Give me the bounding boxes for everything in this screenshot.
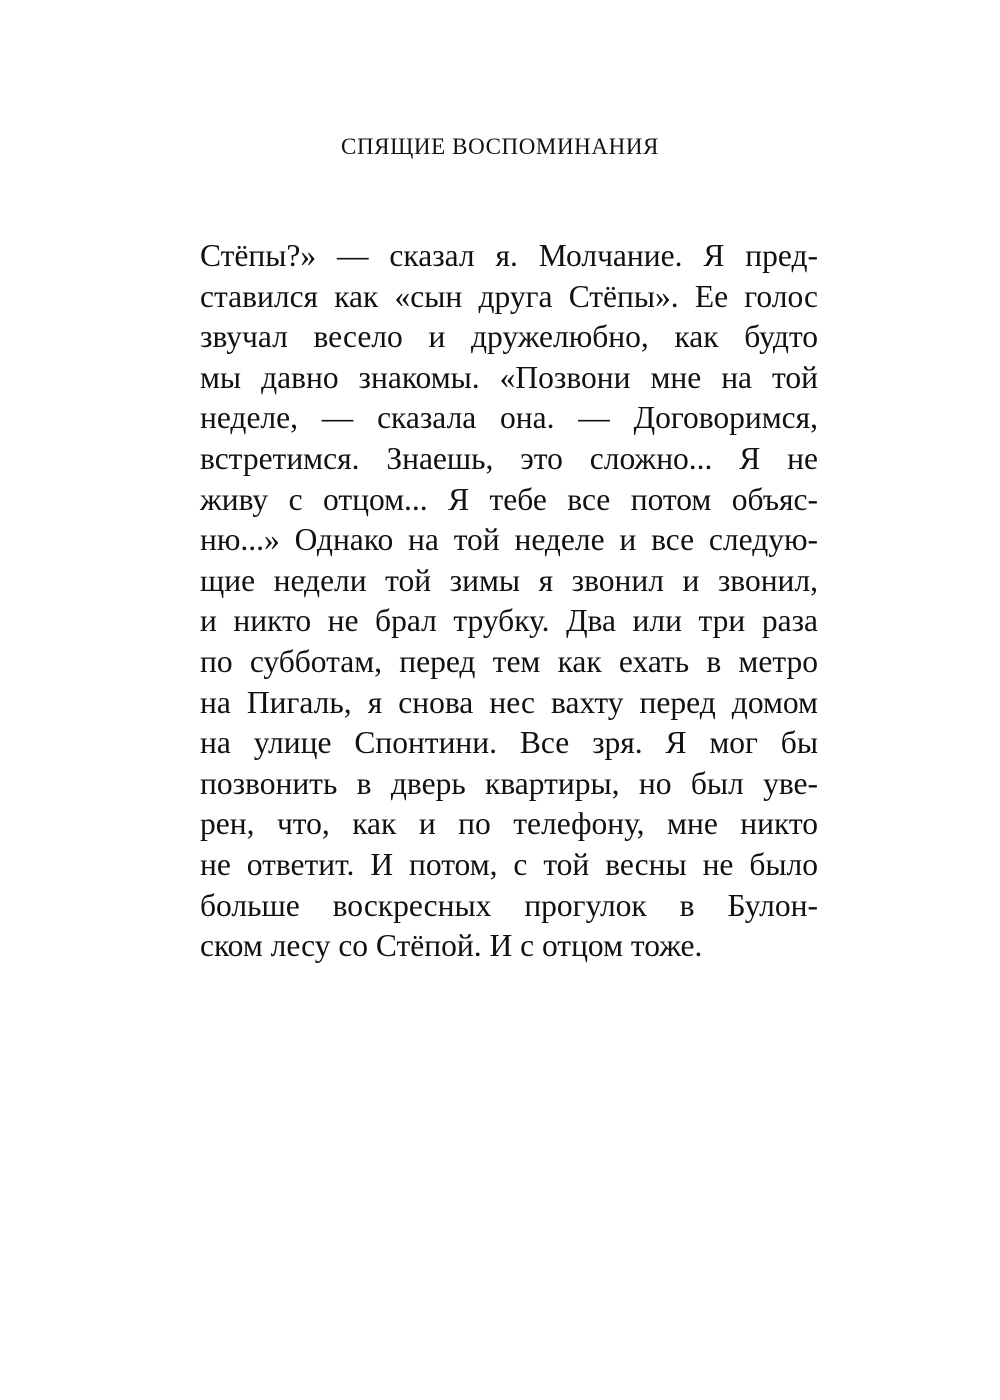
running-head: СПЯЩИЕ ВОСПОМИНАНИЯ — [341, 134, 659, 159]
text-line: ском лесу со Стёпой. И с отцом тоже. — [200, 928, 703, 964]
text-line: неделе, — сказала она. — Договоримся, — [200, 400, 818, 436]
text-line: живу с отцом... Я тебе все потом объяс- — [200, 481, 818, 517]
body-text — [200, 236, 818, 967]
text-line: встретимся. Знаешь, это сложно... Я не — [200, 440, 818, 476]
text-line: звучал весело и дружелюбно, как будто — [200, 319, 818, 355]
text-line: и никто не брал трубку. Два или три раза — [200, 603, 818, 639]
text-line: мы давно знакомы. «Позвони мне на той — [200, 359, 818, 395]
text-line: не ответит. И потом, с той весны не было — [200, 846, 818, 882]
text-line: больше воскресных прогулок в Булон- — [200, 887, 818, 923]
text-line: рен, что, как и по телефону, мне никто — [200, 806, 818, 842]
text-line: ставился как «сын друга Стёпы». Ее голос — [200, 278, 818, 314]
text-line: по субботам, перед тем как ехать в метро — [200, 643, 818, 679]
text-line: на улице Спонтини. Все зря. Я мог бы — [200, 725, 818, 761]
text-line: на Пигаль, я снова нес вахту перед домом — [200, 684, 818, 720]
text-line: позвонить в дверь квартиры, но был уве- — [200, 765, 818, 801]
text-line: Стёпы?» — сказал я. Молчание. Я пред- — [200, 238, 818, 273]
text-line: ню...» Однако на той неделе и все следую- — [200, 522, 818, 558]
text-line: щие недели той зимы я звонил и звонил, — [200, 562, 818, 598]
